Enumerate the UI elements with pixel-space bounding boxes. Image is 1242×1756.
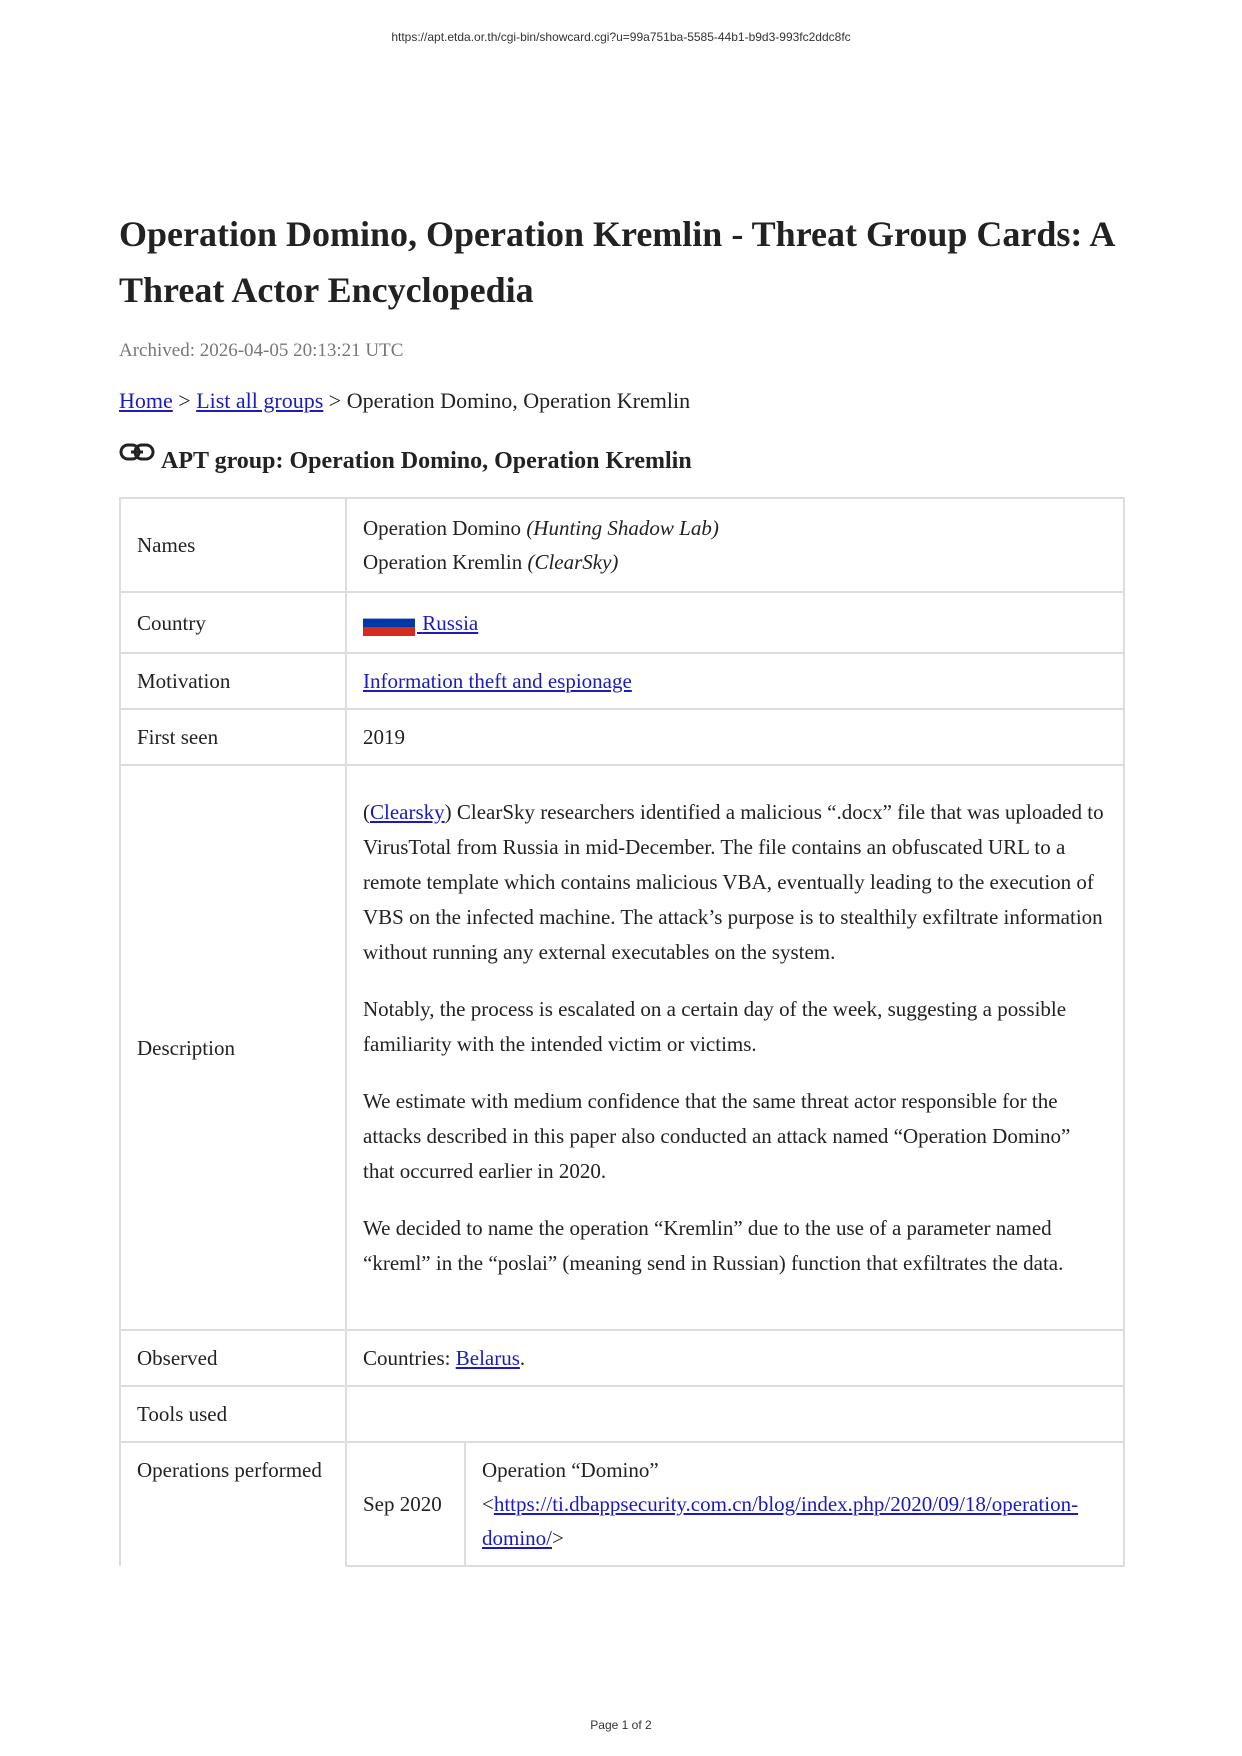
- observed-value: [346, 1330, 1124, 1386]
- description-label: Description: [120, 765, 346, 1330]
- breadcrumb-current: Operation Domino, Operation Kremlin: [346, 388, 691, 413]
- observed-country-link[interactable]: Belarus: [455, 1346, 520, 1370]
- breadcrumb: [119, 388, 1124, 414]
- name-text: Operation Domino: [363, 516, 522, 540]
- operations-table: [347, 1443, 1123, 1565]
- breadcrumb-home-link[interactable]: Home: [119, 388, 173, 413]
- table-row-observed: [120, 1330, 1124, 1386]
- description-value: [346, 765, 1124, 1330]
- clearsky-source-link[interactable]: Clearsky: [370, 799, 445, 824]
- names-value: [346, 498, 1124, 592]
- reference-bracket-open: <: [482, 1492, 494, 1516]
- russia-flag-icon: [363, 610, 415, 636]
- description-text: ) ClearSky researchers identified a malicious “.docx” file that was uploaded to VirusTotal from Russia in mid-December. The file contains an obfuscated URL to a remote template which contains malicious VBA, eventually leading to the execution of VBS on the infected machine. The attack’s purpose is to stealthily exfiltrate information without running any external executables on the system.: [363, 799, 1104, 964]
- operations-value: [346, 1442, 1124, 1566]
- observed-prefix: Countries:: [363, 1346, 456, 1370]
- country-value: [346, 592, 1124, 653]
- first-seen-label: First seen: [120, 709, 346, 765]
- name-text: Operation Kremlin: [363, 550, 523, 574]
- motivation-link[interactable]: Information theft and espionage: [363, 669, 632, 693]
- observed-label: Observed: [120, 1330, 346, 1386]
- observed-suffix: .: [519, 1346, 526, 1370]
- motivation-value: [346, 653, 1124, 709]
- tools-value: [346, 1386, 1124, 1442]
- page-content: [119, 206, 1124, 1567]
- archived-timestamp: Archived: 2026-04-05 20:13:21 UTC: [119, 340, 404, 361]
- breadcrumb-list-groups-link[interactable]: List all groups: [196, 388, 324, 413]
- page-number: Page 1 of 2: [590, 1718, 652, 1732]
- apt-group-title: APT group: Operation Domino, Operation Kremlin: [161, 448, 692, 474]
- table-row-motivation: [120, 653, 1124, 709]
- table-row-country: [120, 592, 1124, 653]
- name-entry: [363, 545, 1107, 579]
- description-paragraph: Notably, the process is escalated on a certain day of the week, suggesting a possible familiarity with the intended victim or victims.: [363, 996, 1067, 1056]
- breadcrumb-separator: >: [323, 388, 347, 413]
- tools-label: Tools used: [120, 1386, 346, 1442]
- operation-details: [465, 1443, 1123, 1565]
- name-entry: [363, 511, 1107, 545]
- print-header-url: https://apt.etda.or.th/cgi-bin/showcard.cgi?u=99a751ba-5585-44b1-b9d3-993fc2ddc8fc: [391, 30, 851, 44]
- country-label: Country: [120, 592, 346, 653]
- description-paragraph: We decided to name the operation “Kremlin” due to the use of a parameter named “kreml” in the “poslai” (meaning send in Russian) function that exfiltrates the data.: [363, 1215, 1064, 1275]
- names-label: Names: [120, 498, 346, 592]
- operation-reference-link[interactable]: https://ti.dbappsecurity.com.cn/blog/index.php/2020/09/18/operation-domino/: [482, 1492, 1079, 1550]
- link-icon[interactable]: [119, 441, 155, 463]
- breadcrumb-separator: >: [172, 388, 197, 413]
- country-link[interactable]: [363, 611, 478, 635]
- operation-row: [347, 1443, 1123, 1565]
- table-row-operations: [120, 1442, 1124, 1566]
- name-source: (Hunting Shadow Lab): [526, 516, 719, 540]
- operation-name: Operation “Domino”: [482, 1458, 659, 1482]
- table-row-tools: [120, 1386, 1124, 1442]
- country-name: Russia: [422, 610, 479, 635]
- motivation-label: Motivation: [120, 653, 346, 709]
- operation-date: Sep 2020: [363, 1492, 442, 1516]
- table-row-names: [120, 498, 1124, 592]
- apt-group-heading: [119, 448, 1124, 475]
- table-row-description: [120, 765, 1124, 1330]
- name-source: (ClearSky): [527, 550, 619, 574]
- operations-label: Operations performed: [120, 1442, 346, 1566]
- page-title: Operation Domino, Operation Kremlin - Threat Group Cards: A Threat Actor Encyclopedia: [119, 214, 1114, 310]
- description-paragraph: We estimate with medium confidence that the same threat actor responsible for the attacks described in this paper also conducted an attack named “Operation Domino” that occurred earlier in 2020.: [363, 1088, 1071, 1183]
- table-row-first-seen: [120, 709, 1124, 765]
- operation-reference: [482, 1487, 1107, 1555]
- reference-bracket-close: >: [552, 1526, 564, 1550]
- first-seen-value: 2019: [346, 709, 1124, 765]
- group-card-table: [119, 497, 1125, 1567]
- description-paragraph: (Clearsky) ClearSky researchers identified a malicious “.docx” file that was uploaded to VirusTotal from Russia in mid-December. The file contains an obfuscated URL to a remote template which contains malicious VBA, eventually leading to the execution of VBS on the infected machine. The attack’s purpose is to stealthily exfiltrate information without running any external executables on the system.: [363, 799, 1104, 964]
